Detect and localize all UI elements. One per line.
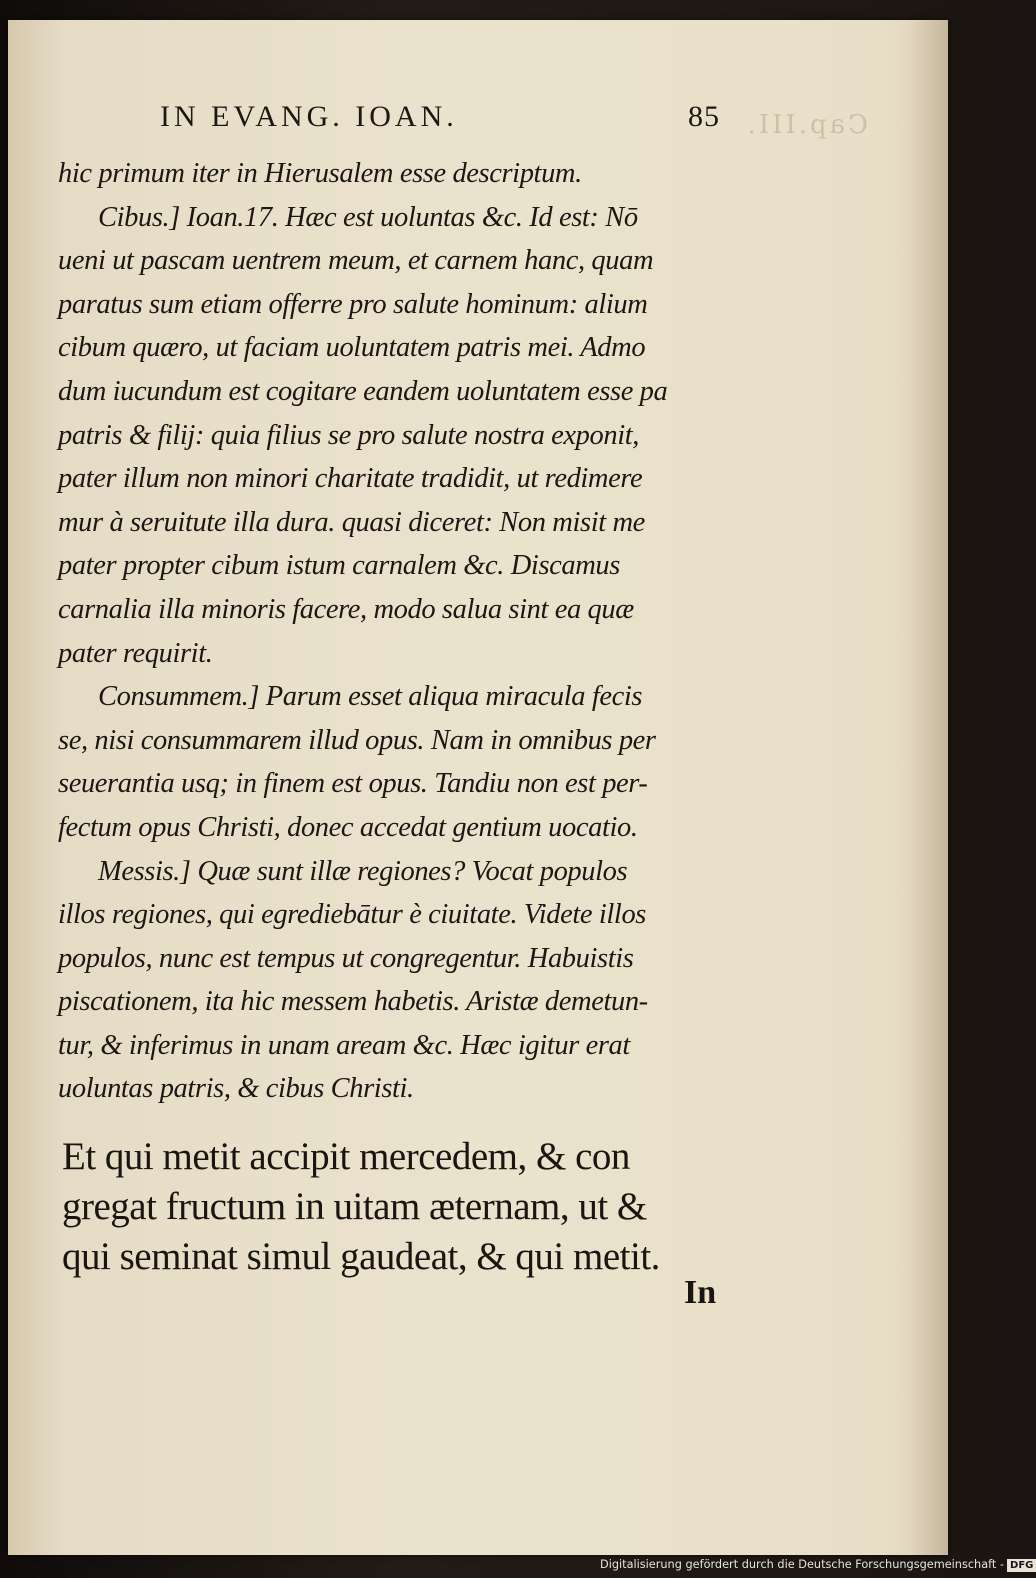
text-line: Cibus.] Ioan.17. Hæc est uoluntas &c. Id est: Nō (98, 201, 638, 233)
text-line: populos, nunc est tempus ut congregentur. Habuistis (58, 942, 634, 974)
text-line: carnalia illa minoris facere, modo salua sint ea quæ (58, 593, 634, 625)
digitization-credit (600, 1556, 1034, 1574)
credit-text: Digitalisierung gefördert durch die Deutsche Forschungsgemeinschaft - (600, 1558, 1005, 1571)
scripture-line: Et qui metit accipit mercedem, & con (62, 1135, 630, 1178)
commentary-text (58, 152, 730, 1111)
text-line: cibum quæro, ut faciam uoluntatem patris mei. Admo (58, 332, 646, 364)
text-line: Consummem.] Parum esset aliqua miracula fecis (98, 681, 643, 713)
text-line: se, nisi consummarem illud opus. Nam in omnibus per (58, 724, 656, 756)
text-line: pater requirit. (58, 637, 213, 669)
text-line: seuerantia usq; in finem est opus. Tandiu non est per- (58, 768, 648, 800)
text-line: uoluntas patris, & cibus Christi. (58, 1073, 414, 1105)
scripture-line: qui seminat simul gaudeat, & qui metit. (62, 1235, 660, 1278)
text-line: ueni ut pascam uentrem meum, et carnem hanc, quam (58, 245, 654, 277)
text-line: tur, & inferimus in unam aream &c. Hæc igitur erat (58, 1029, 630, 1061)
scripture-passage (62, 1132, 734, 1282)
text-line: fectum opus Christi, donec accedat gentium uocatio. (58, 811, 638, 843)
text-line: pater propter cibum istum carnalem &c. Discamus (58, 550, 620, 582)
bleed-through-text: Cap.III. (744, 110, 868, 140)
text-line: piscationem, ita hic messem habetis. Aristæ demetun- (58, 986, 648, 1018)
text-line: pater illum non minori charitate tradidit, ut redimere (58, 463, 643, 495)
dfg-logo: DFG (1007, 1559, 1036, 1572)
text-line: hic primum iter in Hierusalem esse descriptum. (58, 158, 582, 189)
scripture-line: gregat fructum in uitam æternam, ut & (62, 1185, 647, 1228)
text-line: mur à seruitute illa dura. quasi diceret: Non misit me (58, 506, 645, 538)
page-header (160, 100, 720, 140)
text-line: dum iucundum est cogitare eandem uoluntatem esse pa (58, 375, 668, 407)
running-title: IN EVANG. IOAN. (160, 100, 458, 133)
text-line: Messis.] Quæ sunt illæ regiones? Vocat populos (98, 855, 628, 887)
page-number: 85 (688, 100, 720, 133)
text-line: patris & filij: quia filius se pro salute nostra exponit, (58, 419, 639, 451)
text-line: paratus sum etiam offerre pro salute hominum: alium (58, 288, 648, 320)
text-line: illos regiones, qui egrediebātur è ciuitate. Videte illos (58, 899, 646, 931)
catchword: In (684, 1274, 717, 1311)
